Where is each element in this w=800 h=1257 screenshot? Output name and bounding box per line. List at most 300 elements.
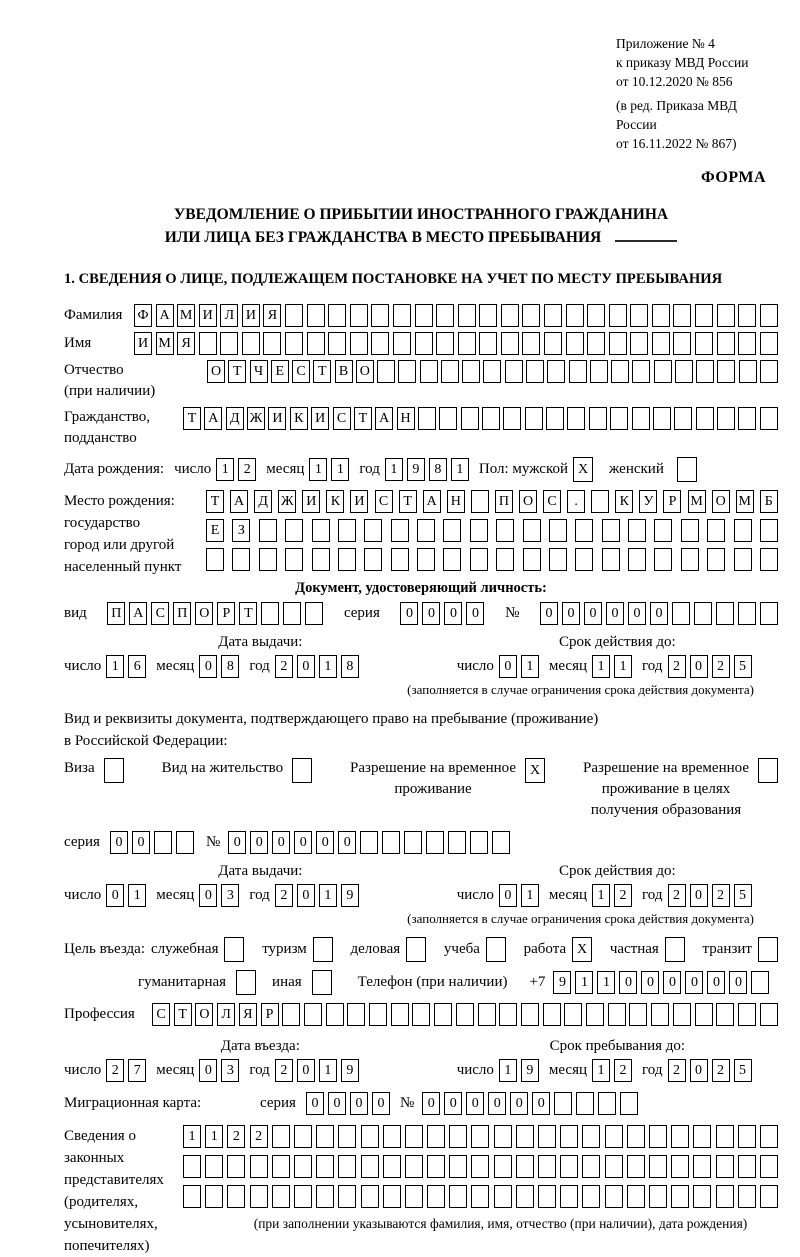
- char-box: 1: [451, 458, 469, 481]
- char-box: [696, 360, 714, 383]
- visit-purpose-label: Цель въезда:: [64, 941, 145, 957]
- char-box: [338, 1155, 356, 1178]
- char-box: [364, 519, 382, 542]
- birth-year-boxes: [385, 458, 469, 481]
- char-box: [590, 360, 608, 383]
- char-box: [369, 1003, 387, 1026]
- char-box: [651, 1003, 669, 1026]
- char-box: 2: [275, 1059, 293, 1082]
- char-box: 1: [597, 971, 615, 994]
- char-box: 1: [216, 458, 234, 481]
- given-name-row: [64, 332, 778, 355]
- char-box: О: [356, 360, 374, 383]
- char-box: [305, 602, 323, 625]
- entry-dates: [64, 1038, 778, 1082]
- char-box: [602, 548, 620, 571]
- char-box: [605, 1155, 623, 1178]
- char-box: [272, 1125, 290, 1148]
- title-blank-line: [615, 226, 677, 242]
- birth-place-row3: [206, 548, 778, 571]
- char-box: [554, 1092, 572, 1115]
- given-name-boxes: [134, 332, 778, 355]
- char-box: [760, 1125, 778, 1148]
- char-box: [496, 519, 514, 542]
- char-box: 3: [221, 884, 239, 907]
- birth-date-label: Дата рождения:: [64, 461, 165, 477]
- char-box: [566, 304, 584, 327]
- char-box: [566, 332, 584, 355]
- representatives-label: Сведения о законных представителях (родителях, усыновителях, попечителях): [64, 1128, 164, 1254]
- char-box: [261, 602, 279, 625]
- visa-label: Виза: [64, 760, 95, 776]
- char-box: [434, 1003, 452, 1026]
- char-box: Т: [228, 360, 246, 383]
- char-box: 2: [275, 655, 293, 678]
- char-box: [751, 971, 769, 994]
- char-box: [716, 1185, 734, 1208]
- char-box: [627, 1185, 645, 1208]
- char-box: [183, 1185, 201, 1208]
- appendix-line: Приложение № 4: [616, 36, 715, 51]
- char-box: [471, 1155, 489, 1178]
- identity-issue-month: [199, 655, 239, 678]
- char-box: [404, 831, 422, 854]
- char-box: [405, 1185, 423, 1208]
- char-box: [312, 548, 330, 571]
- residence-issue-col: Дата выдачи: число 0 1 месяц 0 3 год 2 0 1 9: [64, 863, 457, 907]
- stay-month: [592, 1059, 632, 1082]
- char-box: [582, 1185, 600, 1208]
- char-box: О: [195, 602, 213, 625]
- char-box: П: [495, 490, 513, 513]
- char-box: [693, 1155, 711, 1178]
- char-box: [523, 548, 541, 571]
- char-box: 0: [272, 831, 290, 854]
- char-box: [361, 1155, 379, 1178]
- char-box: [652, 332, 670, 355]
- char-box: П: [173, 602, 191, 625]
- residence-doc-types-row: [64, 758, 778, 821]
- restriction-note: (заполняется в случае ограничения срока действия документа): [407, 911, 754, 926]
- char-box: [649, 1185, 667, 1208]
- surname-row: [64, 304, 778, 327]
- char-box: [371, 304, 389, 327]
- char-box: [350, 304, 368, 327]
- char-box: [294, 1185, 312, 1208]
- char-box: [696, 407, 714, 430]
- identity-issue-date: число 1 6 месяц 0 8 год 2 0 1 8: [64, 655, 457, 678]
- char-box: [471, 1185, 489, 1208]
- sex-label: Пол: мужской: [478, 461, 569, 477]
- char-box: [479, 332, 497, 355]
- char-box: 0: [110, 831, 128, 854]
- char-box: З: [232, 519, 250, 542]
- char-box: [501, 332, 519, 355]
- char-box: 2: [668, 1059, 686, 1082]
- temp-permit-item: [350, 758, 545, 800]
- char-box: [461, 407, 479, 430]
- char-box: [393, 304, 411, 327]
- char-box: [441, 360, 459, 383]
- char-box: 1: [331, 458, 349, 481]
- char-box: К: [290, 407, 308, 430]
- char-box: С: [543, 490, 561, 513]
- char-box: [738, 332, 756, 355]
- char-box: 1: [385, 458, 403, 481]
- char-box: [415, 304, 433, 327]
- char-box: [471, 490, 489, 513]
- char-box: 2: [712, 1059, 730, 1082]
- entry-day: [106, 1059, 146, 1082]
- char-box: [608, 1003, 626, 1026]
- char-box: 2: [238, 458, 256, 481]
- char-box: 0: [562, 602, 580, 625]
- char-box: Л: [217, 1003, 235, 1026]
- char-box: [263, 332, 281, 355]
- char-box: [449, 1125, 467, 1148]
- char-box: [694, 602, 712, 625]
- char-box: [479, 304, 497, 327]
- char-box: 1: [521, 655, 539, 678]
- char-box: [544, 304, 562, 327]
- char-box: Е: [206, 519, 224, 542]
- char-box: 0: [250, 831, 268, 854]
- char-box: [738, 1185, 756, 1208]
- char-box: 1: [592, 655, 610, 678]
- char-box: Я: [177, 332, 195, 355]
- char-box: Т: [183, 407, 201, 430]
- char-box: 1: [499, 1059, 517, 1082]
- char-box: [627, 1125, 645, 1148]
- temp-permit-label: Разрешение на временное проживание: [350, 760, 517, 797]
- char-box: 0: [499, 884, 517, 907]
- migration-card-row: [64, 1092, 778, 1115]
- char-box: [418, 407, 436, 430]
- purpose-tourism-checkbox: [313, 937, 333, 962]
- char-box: .: [567, 490, 585, 513]
- char-box: [602, 519, 620, 542]
- char-box: [199, 332, 217, 355]
- given-name-label: Имя: [64, 335, 92, 351]
- form-title-line2: ИЛИ ЛИЦА БЕЗ ГРАЖДАНСТВА В МЕСТО ПРЕБЫВАНИЯ: [64, 226, 778, 249]
- birth-place-row: [64, 490, 778, 578]
- appendix-line: (в ред. Приказа МВД России: [616, 98, 737, 132]
- residence-valid-date: число 0 1 месяц 1 2 год 2 0 2 5: [457, 884, 778, 907]
- stay-until-label: Срок пребывания до:: [549, 1038, 686, 1054]
- char-box: [505, 360, 523, 383]
- char-box: [383, 1155, 401, 1178]
- char-box: 5: [734, 884, 752, 907]
- char-box: [564, 1003, 582, 1026]
- char-box: [538, 1155, 556, 1178]
- birth-place-row1: [206, 490, 778, 513]
- char-box: [587, 332, 605, 355]
- char-box: 9: [407, 458, 425, 481]
- char-box: Б: [760, 490, 778, 513]
- char-box: [671, 1125, 689, 1148]
- char-box: [470, 831, 488, 854]
- entry-year: [275, 1059, 359, 1082]
- char-box: 1: [319, 884, 337, 907]
- char-box: [154, 831, 172, 854]
- char-box: [738, 602, 756, 625]
- seriya-label: серия: [64, 834, 100, 850]
- char-box: [470, 519, 488, 542]
- birth-place-label: Место рождения: государство город или другой населенный пункт: [64, 493, 182, 575]
- profession-label: Профессия: [64, 1006, 135, 1022]
- char-box: [391, 548, 409, 571]
- stay-day: [499, 1059, 539, 1082]
- residence-valid-year: [668, 884, 752, 907]
- char-box: 2: [250, 1125, 268, 1148]
- profession-boxes: [152, 1003, 778, 1026]
- char-box: 0: [540, 602, 558, 625]
- char-box: 1: [319, 655, 337, 678]
- char-box: С: [292, 360, 310, 383]
- char-box: В: [335, 360, 353, 383]
- char-box: [587, 304, 605, 327]
- residence-doc-seriya-row: [64, 831, 778, 854]
- char-box: [630, 304, 648, 327]
- purpose-item: туризм: [262, 937, 333, 962]
- char-box: 2: [614, 1059, 632, 1082]
- char-box: [361, 1185, 379, 1208]
- identity-valid-col: [457, 634, 778, 678]
- char-box: 0: [532, 1092, 550, 1115]
- identity-doc-type-label: вид: [64, 605, 87, 621]
- char-box: С: [333, 407, 351, 430]
- entry-date-col: [64, 1038, 457, 1082]
- char-box: [503, 407, 521, 430]
- sex-female-checkbox: [677, 457, 697, 482]
- char-box: [259, 519, 277, 542]
- char-box: [675, 360, 693, 383]
- char-box: Ф: [134, 304, 152, 327]
- char-box: 0: [306, 1092, 324, 1115]
- char-box: А: [423, 490, 441, 513]
- char-box: [496, 548, 514, 571]
- char-box: [627, 1155, 645, 1178]
- char-box: [628, 519, 646, 542]
- char-box: [449, 1185, 467, 1208]
- char-box: [250, 1185, 268, 1208]
- phone-prefix: +7: [529, 974, 546, 990]
- char-box: 0: [690, 655, 708, 678]
- birth-place-row2: [206, 519, 778, 542]
- char-box: [560, 1185, 578, 1208]
- migration-card-label: Миграционная карта:: [64, 1095, 202, 1111]
- char-box: [575, 548, 593, 571]
- char-box: Л: [220, 304, 238, 327]
- char-box: Т: [239, 602, 257, 625]
- char-box: [716, 1125, 734, 1148]
- char-box: [294, 1125, 312, 1148]
- char-box: С: [151, 602, 169, 625]
- char-box: [673, 304, 691, 327]
- char-box: [560, 1125, 578, 1148]
- identity-valid-year: [668, 655, 752, 678]
- char-box: [734, 519, 752, 542]
- char-box: [605, 1125, 623, 1148]
- visa-item: [64, 758, 124, 783]
- char-box: [717, 407, 735, 430]
- char-box: [628, 548, 646, 571]
- char-box: [609, 304, 627, 327]
- char-box: [427, 1155, 445, 1178]
- char-box: [304, 1003, 322, 1026]
- char-box: 1: [592, 1059, 610, 1082]
- char-box: М: [156, 332, 174, 355]
- edu-permit-item: [583, 758, 778, 821]
- char-box: М: [736, 490, 754, 513]
- char-box: [338, 548, 356, 571]
- char-box: [436, 304, 454, 327]
- stay-year: [668, 1059, 752, 1082]
- birth-place-boxes: [206, 490, 778, 571]
- char-box: [227, 1185, 245, 1208]
- citizenship-label: Гражданство, подданство: [64, 409, 151, 446]
- char-box: [620, 1092, 638, 1115]
- char-box: [516, 1125, 534, 1148]
- char-box: А: [375, 407, 393, 430]
- char-box: [482, 407, 500, 430]
- birth-date-row: [64, 457, 778, 482]
- char-box: [575, 519, 593, 542]
- char-box: [448, 831, 466, 854]
- representatives-note: (при заполнении указываются фамилия, имя, отчество (при наличии), дата рождения): [253, 1216, 748, 1231]
- purpose-commercial-checkbox: [406, 937, 426, 962]
- char-box: [316, 1125, 334, 1148]
- residence-issue-year: [275, 884, 359, 907]
- char-box: Н: [447, 490, 465, 513]
- residence-valid-month: [592, 884, 632, 907]
- char-box: А: [230, 490, 248, 513]
- char-box: 1: [319, 1059, 337, 1082]
- char-box: [716, 602, 734, 625]
- char-box: [671, 1185, 689, 1208]
- char-box: Я: [263, 304, 281, 327]
- char-box: [739, 360, 757, 383]
- char-box: [693, 1125, 711, 1148]
- char-box: [347, 1003, 365, 1026]
- char-box: И: [311, 407, 329, 430]
- char-box: [415, 332, 433, 355]
- residence-permit-label: Вид на жительство: [161, 760, 284, 776]
- appendix-line: от 10.12.2020 № 856: [616, 74, 733, 89]
- char-box: А: [156, 304, 174, 327]
- char-box: [350, 332, 368, 355]
- char-box: [738, 304, 756, 327]
- char-box: [738, 1003, 756, 1026]
- char-box: [538, 1125, 556, 1148]
- entry-date-label: Дата въезда:: [220, 1038, 300, 1054]
- purpose-study-checkbox: [486, 937, 506, 962]
- char-box: [371, 332, 389, 355]
- char-box: [760, 519, 778, 542]
- char-box: Ж: [278, 490, 296, 513]
- char-box: 0: [297, 655, 315, 678]
- char-box: 1: [106, 655, 124, 678]
- char-box: [328, 332, 346, 355]
- char-box: 2: [712, 655, 730, 678]
- restriction-note: (заполняется в случае ограничения срока действия документа): [407, 682, 754, 697]
- char-box: К: [615, 490, 633, 513]
- representatives-row3: [183, 1185, 778, 1208]
- char-box: 9: [341, 1059, 359, 1082]
- appendix-line: к приказу МВД России: [616, 55, 749, 70]
- char-box: [283, 602, 301, 625]
- char-box: [449, 1155, 467, 1178]
- char-box: [523, 519, 541, 542]
- purpose-item: Цель въезда: служебная: [64, 937, 244, 962]
- char-box: [760, 407, 778, 430]
- purpose-item: частная: [610, 937, 685, 962]
- char-box: [494, 1155, 512, 1178]
- char-box: 2: [275, 884, 293, 907]
- purpose-business-checkbox: [224, 937, 244, 962]
- char-box: [282, 1003, 300, 1026]
- identity-issue-col: [64, 634, 457, 678]
- char-box: [205, 1185, 223, 1208]
- char-box: [377, 360, 395, 383]
- char-box: 9: [553, 971, 571, 994]
- char-box: [591, 490, 609, 513]
- char-box: 0: [650, 602, 668, 625]
- char-box: [316, 1185, 334, 1208]
- char-box: [285, 519, 303, 542]
- char-box: [338, 1125, 356, 1148]
- char-box: [695, 304, 713, 327]
- char-box: [361, 1125, 379, 1148]
- char-box: 0: [199, 1059, 217, 1082]
- char-box: [760, 304, 778, 327]
- char-box: [391, 1003, 409, 1026]
- representatives-row1: [183, 1125, 778, 1148]
- identity-doc-dates: [64, 634, 778, 678]
- char-box: [632, 360, 650, 383]
- char-box: 5: [734, 655, 752, 678]
- char-box: 0: [228, 831, 246, 854]
- char-box: 0: [106, 884, 124, 907]
- char-box: [405, 1125, 423, 1148]
- char-box: 2: [712, 884, 730, 907]
- char-box: [483, 360, 501, 383]
- migration-card-seriya-boxes: [306, 1092, 390, 1115]
- entry-month: [199, 1059, 239, 1082]
- char-box: 9: [521, 1059, 539, 1082]
- char-box: [176, 831, 194, 854]
- char-box: [543, 1003, 561, 1026]
- char-box: [285, 304, 303, 327]
- char-box: 0: [510, 1092, 528, 1115]
- char-box: С: [152, 1003, 170, 1026]
- char-box: [649, 1155, 667, 1178]
- identity-valid-date: число 0 1 месяц 1 1 год 2 0 2 5: [457, 655, 778, 678]
- temp-permit-checkbox: X: [525, 758, 545, 783]
- char-box: 0: [707, 971, 725, 994]
- char-box: [516, 1185, 534, 1208]
- char-box: [598, 1092, 616, 1115]
- char-box: [672, 602, 690, 625]
- char-box: [605, 1185, 623, 1208]
- identity-valid-day: [499, 655, 539, 678]
- char-box: 0: [488, 1092, 506, 1115]
- char-box: Ж: [247, 407, 265, 430]
- char-box: И: [350, 490, 368, 513]
- char-box: И: [268, 407, 286, 430]
- valid-until-label: Срок действия до:: [559, 634, 676, 650]
- identity-issue-day: [106, 655, 146, 678]
